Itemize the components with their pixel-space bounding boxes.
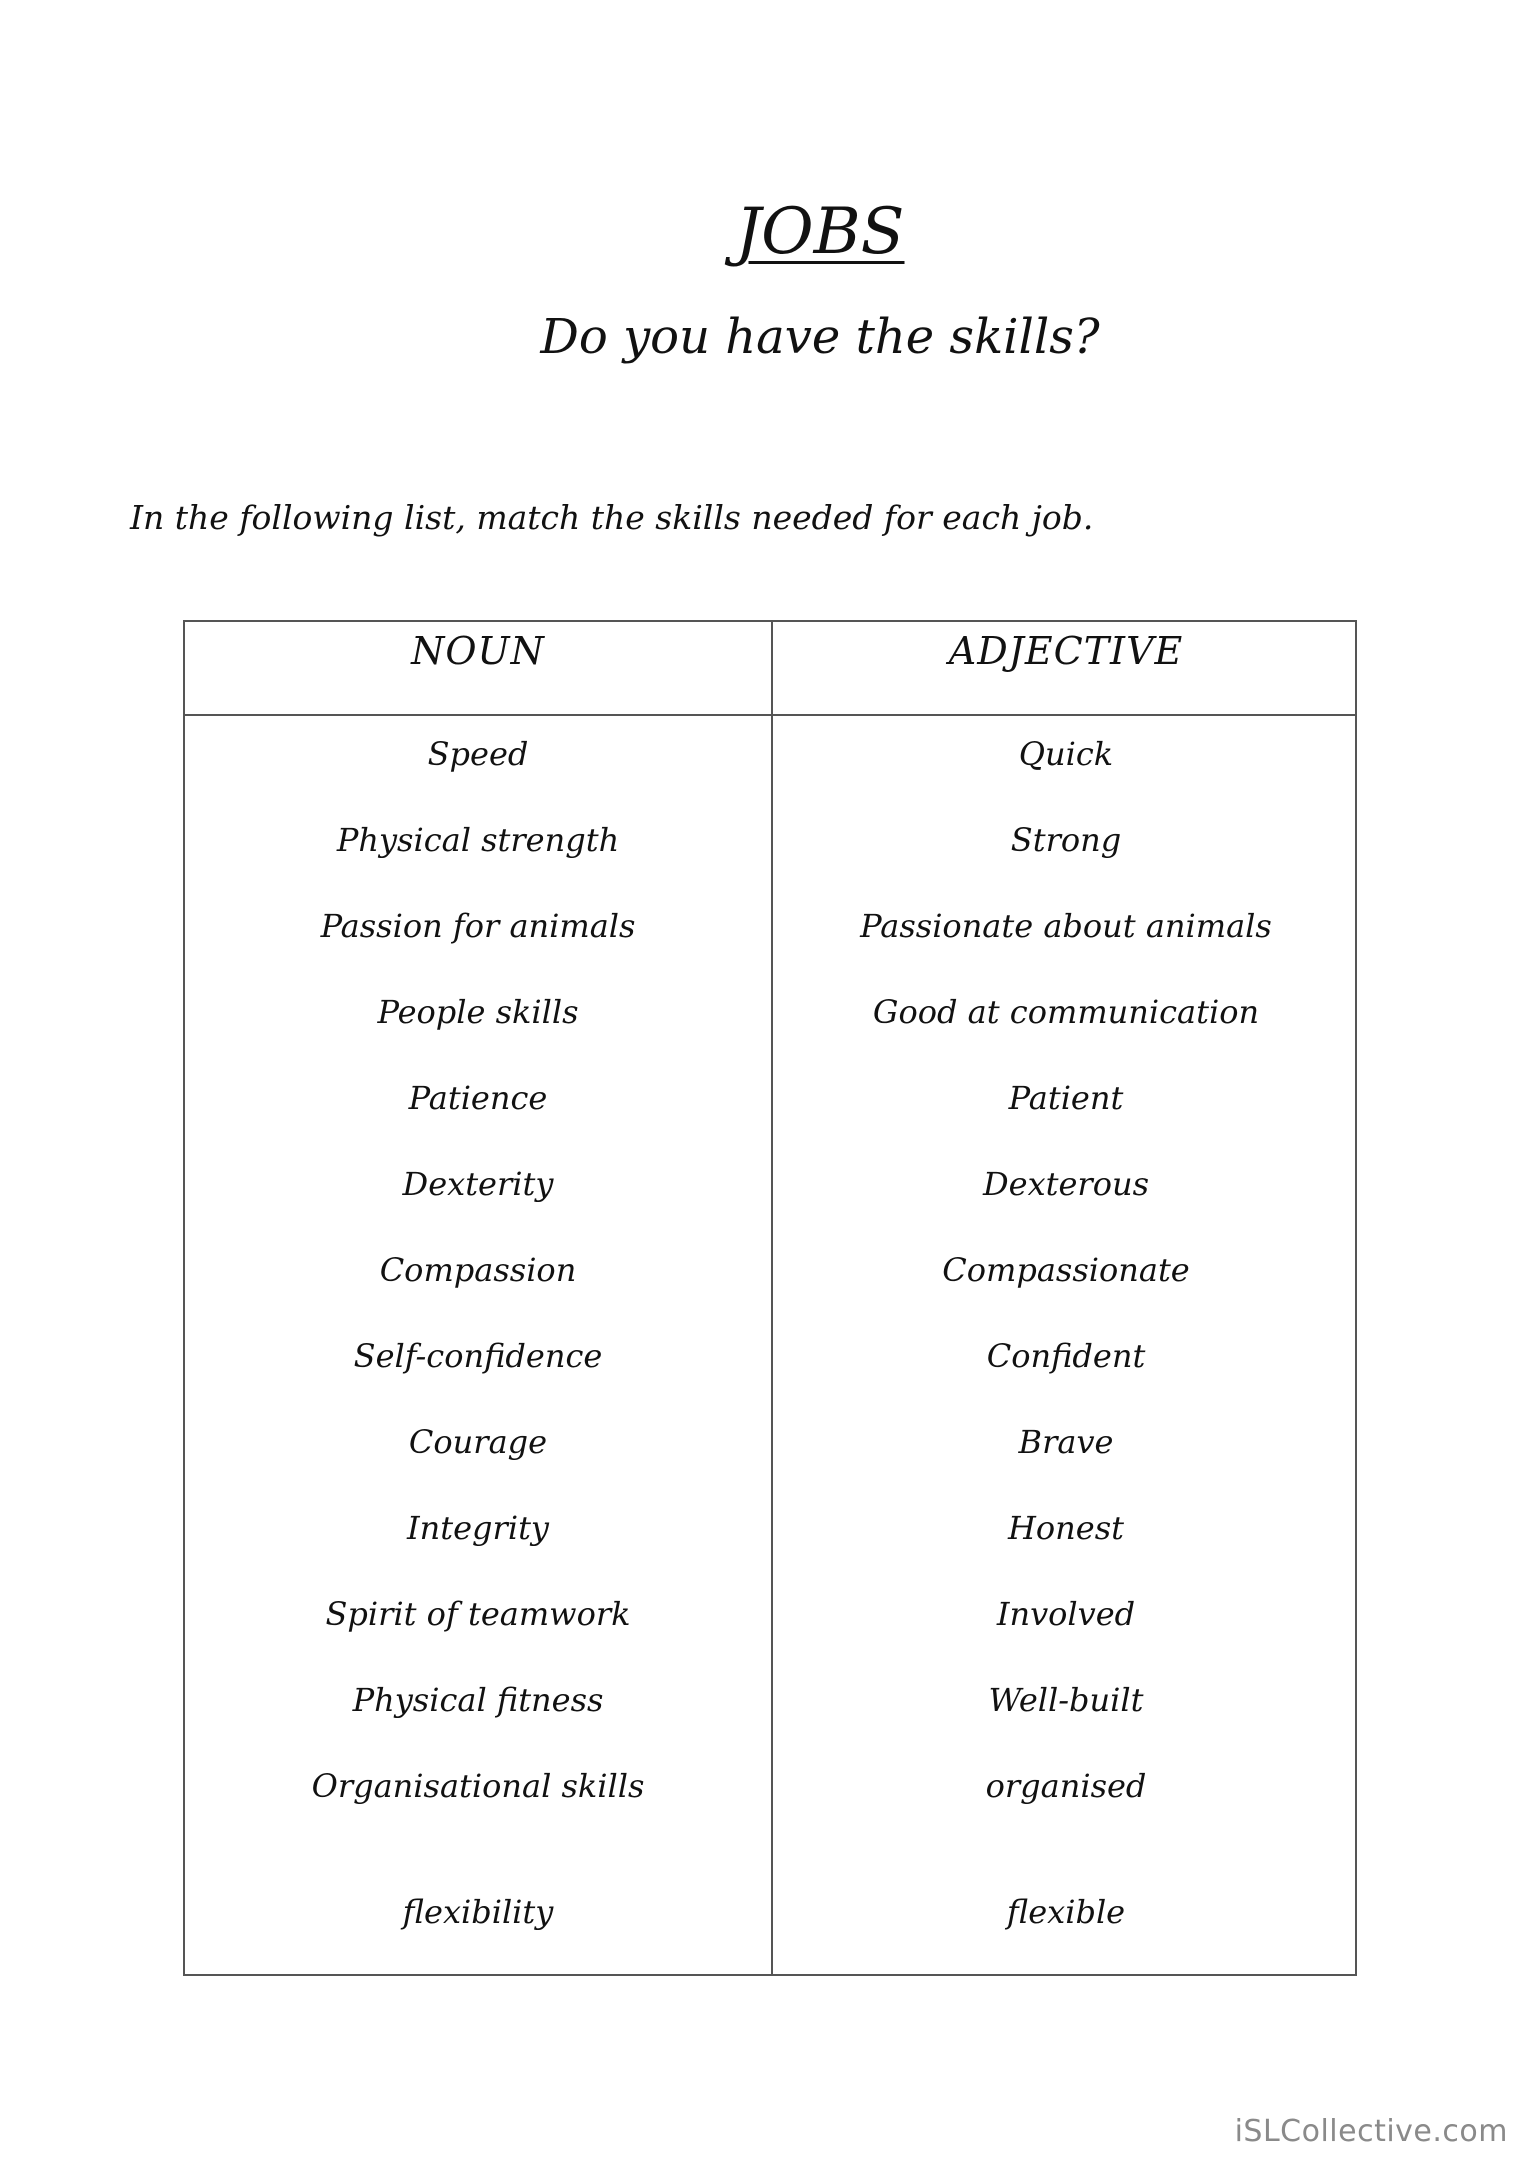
noun-cell: Physical strength	[336, 821, 620, 859]
noun-cell: Self-confidence	[353, 1337, 603, 1375]
adjective-cell: organised	[985, 1767, 1147, 1805]
adjective-cell: Involved	[996, 1595, 1136, 1633]
page-title: JOBS	[735, 195, 905, 269]
adjective-cell: Quick	[1018, 735, 1114, 773]
adjective-cell: Honest	[1008, 1509, 1124, 1547]
adjective-cell: Well-built	[988, 1681, 1144, 1719]
adjective-cell: Strong	[1010, 821, 1122, 859]
noun-cell: Physical fitness	[352, 1681, 604, 1719]
adjective-cell: flexible	[1006, 1893, 1126, 1931]
watermark: iSLCollective.com	[1234, 2114, 1508, 2149]
adjective-cell: Good at communication	[872, 993, 1260, 1031]
noun-cell: Organisational skills	[311, 1767, 645, 1805]
noun-cell: flexibility	[402, 1893, 554, 1931]
adjective-column	[773, 622, 1359, 1974]
adjective-cell: Confident	[986, 1337, 1146, 1375]
header-adjective: ADJECTIVE	[948, 629, 1184, 673]
noun-cell: Integrity	[407, 1509, 549, 1547]
adjective-cell: Compassionate	[942, 1251, 1190, 1289]
noun-cell: Passion for animals	[320, 907, 636, 945]
instruction-text: In the following list, match the skills needed for each job.	[130, 498, 1094, 537]
adjective-cell: Dexterous	[982, 1165, 1150, 1203]
page-subtitle: Do you have the skills?	[540, 309, 1100, 365]
skills-table	[183, 620, 1357, 1976]
noun-cell: Speed	[427, 735, 529, 773]
noun-cell: Patience	[408, 1079, 548, 1117]
noun-cell: Compassion	[379, 1251, 577, 1289]
noun-cell: Dexterity	[402, 1165, 554, 1203]
noun-column	[185, 622, 771, 1974]
adjective-cell: Patient	[1008, 1079, 1124, 1117]
noun-cell: Spirit of teamwork	[325, 1595, 631, 1633]
noun-cell: Courage	[408, 1423, 548, 1461]
adjective-cell: Passionate about animals	[860, 907, 1272, 945]
adjective-cell: Brave	[1018, 1423, 1114, 1461]
noun-cell: People skills	[377, 993, 579, 1031]
header-noun: NOUN	[411, 629, 545, 673]
